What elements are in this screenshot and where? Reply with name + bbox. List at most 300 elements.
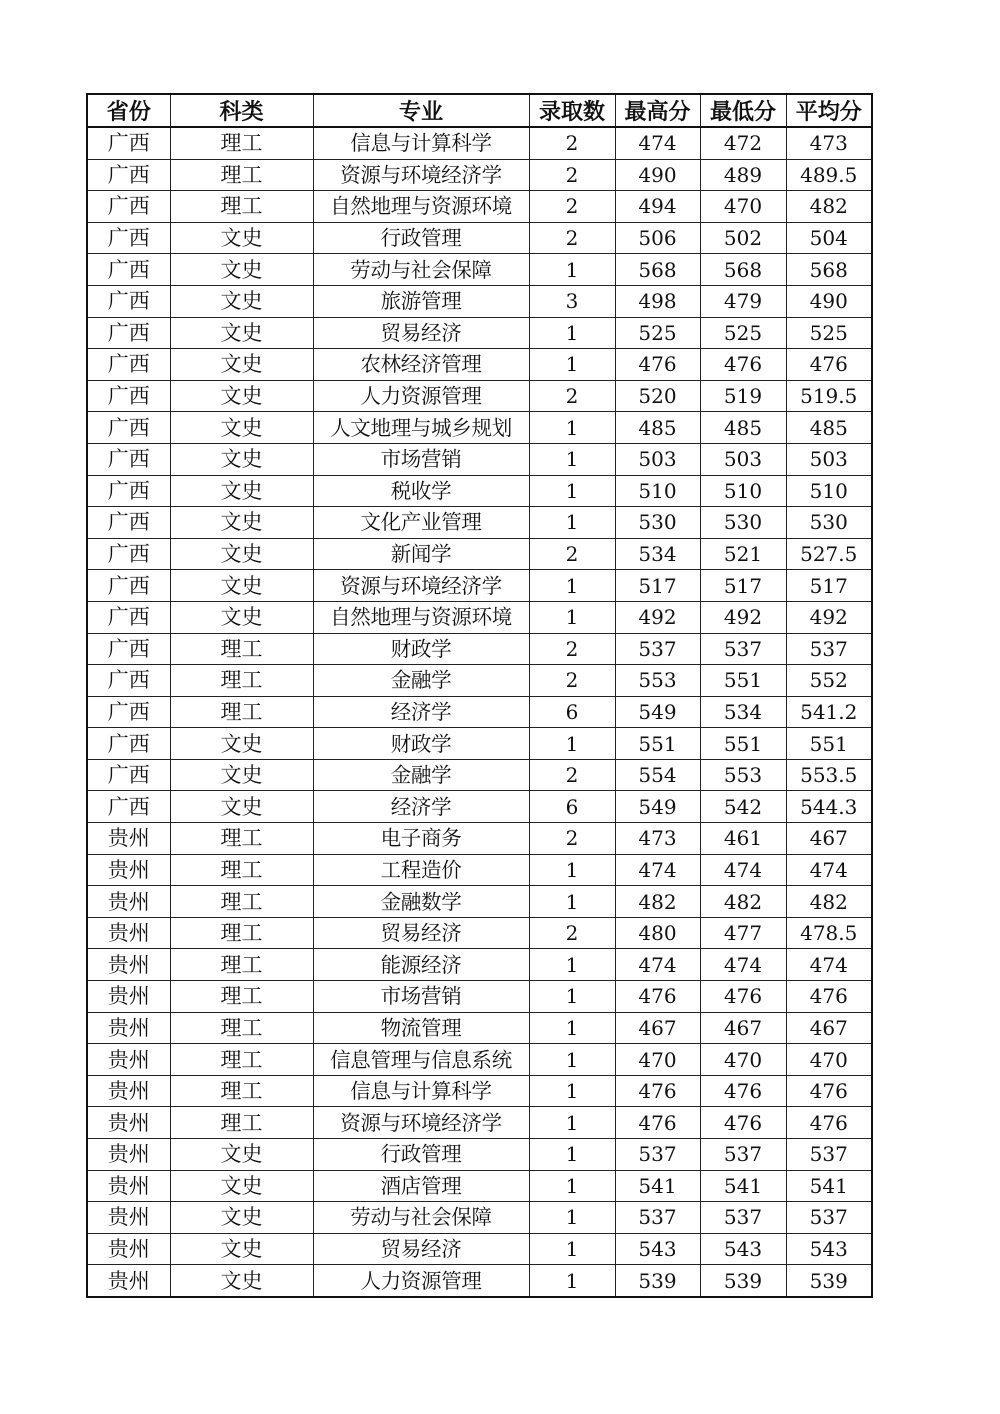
cell-avg-score: 552 — [786, 665, 872, 697]
cell-min-score: 474 — [700, 854, 786, 886]
cell-major: 资源与环境经济学 — [313, 159, 529, 191]
table-row — [87, 570, 872, 602]
cell-admitted: 1 — [529, 349, 615, 381]
cell-category: 文史 — [170, 791, 313, 823]
header-province: 省份 — [87, 94, 170, 127]
cell-province: 广西 — [87, 728, 170, 760]
table-row — [87, 1233, 872, 1265]
cell-category: 文史 — [170, 349, 313, 381]
cell-major: 劳动与社会保障 — [313, 1202, 529, 1234]
header-avg-score: 平均分 — [786, 94, 872, 127]
table-row — [87, 949, 872, 981]
cell-admitted: 1 — [529, 1202, 615, 1234]
cell-category: 文史 — [170, 601, 313, 633]
cell-avg-score: 503 — [786, 443, 872, 475]
cell-category: 文史 — [170, 285, 313, 317]
cell-major: 资源与环境经济学 — [313, 1107, 529, 1139]
cell-max-score: 476 — [615, 349, 700, 381]
cell-province: 广西 — [87, 412, 170, 444]
cell-min-score: 467 — [700, 1012, 786, 1044]
cell-min-score: 474 — [700, 949, 786, 981]
cell-max-score: 474 — [615, 949, 700, 981]
table-row — [87, 538, 872, 570]
cell-avg-score: 482 — [786, 886, 872, 918]
cell-avg-score: 541 — [786, 1170, 872, 1202]
cell-avg-score: 537 — [786, 1202, 872, 1234]
cell-max-score: 494 — [615, 191, 700, 223]
cell-category: 理工 — [170, 854, 313, 886]
cell-min-score: 537 — [700, 633, 786, 665]
cell-min-score: 503 — [700, 443, 786, 475]
cell-category: 文史 — [170, 317, 313, 349]
cell-admitted: 1 — [529, 443, 615, 475]
cell-province: 广西 — [87, 791, 170, 823]
cell-province: 广西 — [87, 159, 170, 191]
table-row — [87, 886, 872, 918]
cell-admitted: 1 — [529, 1170, 615, 1202]
cell-category: 文史 — [170, 475, 313, 507]
table-row — [87, 507, 872, 539]
cell-min-score: 543 — [700, 1233, 786, 1265]
header-admitted: 录取数 — [529, 94, 615, 127]
cell-category: 文史 — [170, 507, 313, 539]
cell-min-score: 534 — [700, 696, 786, 728]
cell-min-score: 517 — [700, 570, 786, 602]
cell-province: 广西 — [87, 696, 170, 728]
cell-major: 文化产业管理 — [313, 507, 529, 539]
cell-major: 市场营销 — [313, 981, 529, 1013]
cell-avg-score: 467 — [786, 1012, 872, 1044]
table-row — [87, 791, 872, 823]
cell-category: 文史 — [170, 443, 313, 475]
cell-province: 广西 — [87, 349, 170, 381]
cell-admitted: 1 — [529, 886, 615, 918]
cell-major: 自然地理与资源环境 — [313, 191, 529, 223]
cell-major: 贸易经济 — [313, 917, 529, 949]
cell-max-score: 476 — [615, 1107, 700, 1139]
cell-admitted: 1 — [529, 475, 615, 507]
cell-avg-score: 473 — [786, 127, 872, 159]
cell-min-score: 492 — [700, 601, 786, 633]
table-row — [87, 1107, 872, 1139]
cell-max-score: 485 — [615, 412, 700, 444]
cell-avg-score: 476 — [786, 1107, 872, 1139]
cell-admitted: 1 — [529, 1265, 615, 1297]
cell-major: 电子商务 — [313, 823, 529, 855]
cell-admitted: 2 — [529, 380, 615, 412]
header-row — [87, 94, 872, 127]
cell-max-score: 467 — [615, 1012, 700, 1044]
cell-admitted: 6 — [529, 696, 615, 728]
cell-major: 物流管理 — [313, 1012, 529, 1044]
cell-max-score: 525 — [615, 317, 700, 349]
cell-province: 贵州 — [87, 981, 170, 1013]
cell-avg-score: 504 — [786, 222, 872, 254]
cell-max-score: 476 — [615, 1075, 700, 1107]
cell-max-score: 530 — [615, 507, 700, 539]
cell-admitted: 1 — [529, 601, 615, 633]
table-row — [87, 823, 872, 855]
table-row — [87, 317, 872, 349]
cell-admitted: 1 — [529, 1139, 615, 1171]
table-row — [87, 1075, 872, 1107]
cell-admitted: 2 — [529, 759, 615, 791]
header-min-score: 最低分 — [700, 94, 786, 127]
cell-avg-score: 474 — [786, 854, 872, 886]
cell-category: 文史 — [170, 570, 313, 602]
cell-province: 广西 — [87, 191, 170, 223]
table-row — [87, 981, 872, 1013]
cell-admitted: 2 — [529, 159, 615, 191]
cell-max-score: 554 — [615, 759, 700, 791]
cell-major: 信息与计算科学 — [313, 127, 529, 159]
cell-admitted: 1 — [529, 412, 615, 444]
table-row — [87, 254, 872, 286]
cell-avg-score: 568 — [786, 254, 872, 286]
cell-avg-score: 490 — [786, 285, 872, 317]
header-category: 科类 — [170, 94, 313, 127]
cell-category: 文史 — [170, 1139, 313, 1171]
cell-avg-score: 527.5 — [786, 538, 872, 570]
cell-major: 酒店管理 — [313, 1170, 529, 1202]
cell-admitted: 1 — [529, 1075, 615, 1107]
cell-category: 文史 — [170, 1170, 313, 1202]
cell-admitted: 1 — [529, 1233, 615, 1265]
cell-major: 人力资源管理 — [313, 380, 529, 412]
cell-province: 广西 — [87, 759, 170, 791]
table-row — [87, 1202, 872, 1234]
cell-province: 贵州 — [87, 1012, 170, 1044]
cell-max-score: 503 — [615, 443, 700, 475]
cell-province: 贵州 — [87, 1107, 170, 1139]
cell-min-score: 476 — [700, 349, 786, 381]
cell-admitted: 2 — [529, 823, 615, 855]
table-row — [87, 475, 872, 507]
cell-province: 广西 — [87, 254, 170, 286]
cell-max-score: 537 — [615, 1139, 700, 1171]
cell-min-score: 553 — [700, 759, 786, 791]
cell-admitted: 1 — [529, 981, 615, 1013]
cell-category: 文史 — [170, 728, 313, 760]
table-row — [87, 854, 872, 886]
cell-admitted: 1 — [529, 854, 615, 886]
cell-min-score: 485 — [700, 412, 786, 444]
cell-min-score: 479 — [700, 285, 786, 317]
cell-major: 信息管理与信息系统 — [313, 1044, 529, 1076]
cell-max-score: 551 — [615, 728, 700, 760]
cell-province: 广西 — [87, 633, 170, 665]
cell-province: 广西 — [87, 475, 170, 507]
cell-max-score: 506 — [615, 222, 700, 254]
cell-province: 广西 — [87, 601, 170, 633]
cell-max-score: 470 — [615, 1044, 700, 1076]
cell-avg-score: 551 — [786, 728, 872, 760]
cell-major: 自然地理与资源环境 — [313, 601, 529, 633]
cell-min-score: 551 — [700, 728, 786, 760]
cell-min-score: 537 — [700, 1202, 786, 1234]
table-row — [87, 1170, 872, 1202]
cell-admitted: 1 — [529, 728, 615, 760]
cell-category: 文史 — [170, 254, 313, 286]
table-row — [87, 380, 872, 412]
cell-avg-score: 537 — [786, 1139, 872, 1171]
table-row — [87, 696, 872, 728]
table-row — [87, 633, 872, 665]
cell-admitted: 6 — [529, 791, 615, 823]
cell-avg-score: 530 — [786, 507, 872, 539]
cell-min-score: 519 — [700, 380, 786, 412]
cell-province: 贵州 — [87, 1075, 170, 1107]
cell-avg-score: 510 — [786, 475, 872, 507]
cell-min-score: 568 — [700, 254, 786, 286]
table-body — [87, 127, 872, 1297]
cell-major: 财政学 — [313, 728, 529, 760]
cell-province: 贵州 — [87, 1170, 170, 1202]
cell-province: 广西 — [87, 317, 170, 349]
cell-avg-score: 476 — [786, 349, 872, 381]
cell-major: 资源与环境经济学 — [313, 570, 529, 602]
cell-min-score: 472 — [700, 127, 786, 159]
cell-major: 行政管理 — [313, 1139, 529, 1171]
cell-min-score: 542 — [700, 791, 786, 823]
cell-major: 新闻学 — [313, 538, 529, 570]
table-row — [87, 601, 872, 633]
cell-min-score: 470 — [700, 1044, 786, 1076]
cell-major: 人文地理与城乡规划 — [313, 412, 529, 444]
table-row — [87, 159, 872, 191]
cell-major: 经济学 — [313, 791, 529, 823]
cell-major: 市场营销 — [313, 443, 529, 475]
table-header — [87, 94, 872, 127]
cell-max-score: 537 — [615, 1202, 700, 1234]
cell-admitted: 1 — [529, 949, 615, 981]
cell-admitted: 1 — [529, 254, 615, 286]
table-row — [87, 349, 872, 381]
cell-category: 理工 — [170, 1012, 313, 1044]
admission-score-table — [86, 93, 873, 1298]
cell-min-score: 537 — [700, 1139, 786, 1171]
cell-max-score: 474 — [615, 854, 700, 886]
cell-category: 理工 — [170, 127, 313, 159]
cell-admitted: 2 — [529, 665, 615, 697]
cell-major: 人力资源管理 — [313, 1265, 529, 1297]
cell-province: 贵州 — [87, 1044, 170, 1076]
cell-min-score: 525 — [700, 317, 786, 349]
cell-avg-score: 544.3 — [786, 791, 872, 823]
cell-avg-score: 539 — [786, 1265, 872, 1297]
cell-major: 旅游管理 — [313, 285, 529, 317]
cell-category: 理工 — [170, 949, 313, 981]
cell-province: 广西 — [87, 222, 170, 254]
cell-avg-score: 517 — [786, 570, 872, 602]
cell-major: 贸易经济 — [313, 317, 529, 349]
cell-admitted: 2 — [529, 127, 615, 159]
cell-avg-score: 519.5 — [786, 380, 872, 412]
cell-max-score: 474 — [615, 127, 700, 159]
cell-max-score: 490 — [615, 159, 700, 191]
table-row — [87, 127, 872, 159]
cell-category: 文史 — [170, 412, 313, 444]
cell-max-score: 480 — [615, 917, 700, 949]
table-row — [87, 222, 872, 254]
cell-category: 理工 — [170, 665, 313, 697]
cell-avg-score: 541.2 — [786, 696, 872, 728]
cell-major: 农林经济管理 — [313, 349, 529, 381]
cell-max-score: 510 — [615, 475, 700, 507]
cell-category: 理工 — [170, 1075, 313, 1107]
cell-avg-score: 478.5 — [786, 917, 872, 949]
cell-province: 贵州 — [87, 1233, 170, 1265]
cell-admitted: 2 — [529, 222, 615, 254]
table-row — [87, 1012, 872, 1044]
cell-avg-score: 489.5 — [786, 159, 872, 191]
cell-province: 广西 — [87, 570, 170, 602]
cell-major: 能源经济 — [313, 949, 529, 981]
cell-min-score: 521 — [700, 538, 786, 570]
cell-category: 文史 — [170, 1233, 313, 1265]
cell-province: 广西 — [87, 507, 170, 539]
cell-province: 贵州 — [87, 854, 170, 886]
cell-max-score: 539 — [615, 1265, 700, 1297]
cell-admitted: 2 — [529, 538, 615, 570]
cell-major: 金融学 — [313, 759, 529, 791]
cell-max-score: 549 — [615, 791, 700, 823]
cell-min-score: 541 — [700, 1170, 786, 1202]
cell-admitted: 1 — [529, 317, 615, 349]
cell-category: 理工 — [170, 917, 313, 949]
cell-major: 劳动与社会保障 — [313, 254, 529, 286]
cell-min-score: 502 — [700, 222, 786, 254]
cell-admitted: 1 — [529, 1044, 615, 1076]
header-major: 专业 — [313, 94, 529, 127]
cell-category: 文史 — [170, 222, 313, 254]
cell-max-score: 541 — [615, 1170, 700, 1202]
cell-max-score: 553 — [615, 665, 700, 697]
cell-max-score: 492 — [615, 601, 700, 633]
cell-major: 经济学 — [313, 696, 529, 728]
cell-avg-score: 525 — [786, 317, 872, 349]
cell-avg-score: 476 — [786, 981, 872, 1013]
cell-max-score: 476 — [615, 981, 700, 1013]
cell-province: 广西 — [87, 285, 170, 317]
cell-min-score: 539 — [700, 1265, 786, 1297]
cell-category: 理工 — [170, 823, 313, 855]
cell-admitted: 1 — [529, 1107, 615, 1139]
cell-min-score: 477 — [700, 917, 786, 949]
cell-category: 理工 — [170, 886, 313, 918]
cell-major: 贸易经济 — [313, 1233, 529, 1265]
cell-admitted: 2 — [529, 191, 615, 223]
table-row — [87, 412, 872, 444]
cell-major: 行政管理 — [313, 222, 529, 254]
cell-max-score: 537 — [615, 633, 700, 665]
table-row — [87, 917, 872, 949]
cell-category: 理工 — [170, 1044, 313, 1076]
cell-min-score: 530 — [700, 507, 786, 539]
table-row — [87, 443, 872, 475]
cell-avg-score: 467 — [786, 823, 872, 855]
cell-admitted: 1 — [529, 570, 615, 602]
cell-category: 理工 — [170, 191, 313, 223]
cell-province: 贵州 — [87, 949, 170, 981]
cell-max-score: 482 — [615, 886, 700, 918]
cell-avg-score: 476 — [786, 1075, 872, 1107]
cell-major: 税收学 — [313, 475, 529, 507]
cell-min-score: 482 — [700, 886, 786, 918]
table-row — [87, 285, 872, 317]
cell-max-score: 520 — [615, 380, 700, 412]
cell-province: 贵州 — [87, 1265, 170, 1297]
cell-max-score: 473 — [615, 823, 700, 855]
cell-avg-score: 482 — [786, 191, 872, 223]
table-row — [87, 1265, 872, 1297]
table-row — [87, 759, 872, 791]
cell-province: 贵州 — [87, 1139, 170, 1171]
cell-category: 文史 — [170, 1202, 313, 1234]
cell-category: 文史 — [170, 759, 313, 791]
cell-max-score: 534 — [615, 538, 700, 570]
cell-province: 贵州 — [87, 917, 170, 949]
cell-avg-score: 470 — [786, 1044, 872, 1076]
cell-province: 广西 — [87, 665, 170, 697]
cell-avg-score: 543 — [786, 1233, 872, 1265]
cell-province: 广西 — [87, 538, 170, 570]
cell-min-score: 470 — [700, 191, 786, 223]
cell-major: 金融学 — [313, 665, 529, 697]
cell-avg-score: 485 — [786, 412, 872, 444]
cell-min-score: 476 — [700, 1075, 786, 1107]
cell-max-score: 517 — [615, 570, 700, 602]
cell-category: 理工 — [170, 981, 313, 1013]
header-max-score: 最高分 — [615, 94, 700, 127]
table-row — [87, 191, 872, 223]
cell-province: 贵州 — [87, 886, 170, 918]
cell-major: 工程造价 — [313, 854, 529, 886]
cell-major: 金融数学 — [313, 886, 529, 918]
table-row — [87, 728, 872, 760]
cell-max-score: 549 — [615, 696, 700, 728]
cell-avg-score: 537 — [786, 633, 872, 665]
cell-min-score: 551 — [700, 665, 786, 697]
cell-min-score: 489 — [700, 159, 786, 191]
table-row — [87, 1044, 872, 1076]
cell-category: 理工 — [170, 633, 313, 665]
cell-avg-score: 474 — [786, 949, 872, 981]
cell-min-score: 476 — [700, 981, 786, 1013]
cell-province: 贵州 — [87, 823, 170, 855]
cell-province: 贵州 — [87, 1202, 170, 1234]
cell-category: 理工 — [170, 1107, 313, 1139]
cell-min-score: 510 — [700, 475, 786, 507]
cell-max-score: 498 — [615, 285, 700, 317]
cell-avg-score: 492 — [786, 601, 872, 633]
cell-max-score: 568 — [615, 254, 700, 286]
cell-admitted: 3 — [529, 285, 615, 317]
cell-category: 文史 — [170, 1265, 313, 1297]
cell-admitted: 2 — [529, 917, 615, 949]
cell-min-score: 476 — [700, 1107, 786, 1139]
cell-category: 理工 — [170, 159, 313, 191]
cell-major: 信息与计算科学 — [313, 1075, 529, 1107]
table-row — [87, 665, 872, 697]
cell-category: 文史 — [170, 538, 313, 570]
cell-province: 广西 — [87, 443, 170, 475]
cell-admitted: 2 — [529, 633, 615, 665]
table-row — [87, 1139, 872, 1171]
cell-category: 理工 — [170, 696, 313, 728]
cell-admitted: 1 — [529, 1012, 615, 1044]
cell-category: 文史 — [170, 380, 313, 412]
